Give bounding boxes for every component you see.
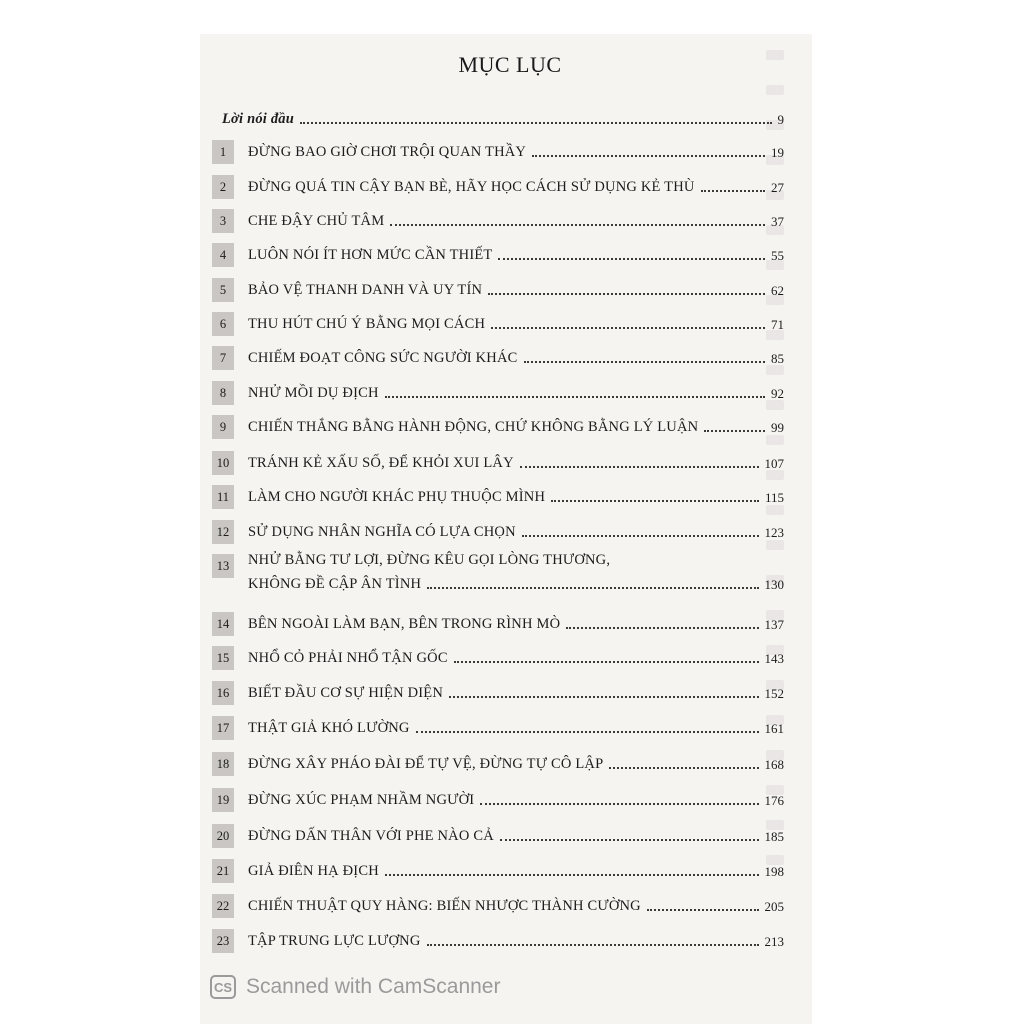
entry-title: BÊN NGOÀI LÀM BẠN, BÊN TRONG RÌNH MÒ: [248, 616, 561, 632]
entry-page-number: 55: [771, 248, 784, 263]
dot-leader: [566, 627, 758, 629]
chapter-number: 21: [212, 859, 234, 883]
entry-page-number: 185: [764, 829, 784, 844]
toc-entry[interactable]: [212, 716, 784, 740]
entry-title: NHỬ BẰNG TƯ LỢI, ĐỪNG KÊU GỌI LÒNG THƯƠNG,: [248, 552, 611, 568]
chapter-number: 15: [212, 646, 234, 670]
entry-title: ĐỪNG XÚC PHẠM NHẦM NGƯỜI: [248, 792, 475, 808]
dot-leader: [701, 190, 765, 192]
chapter-number: 4: [212, 243, 234, 267]
dot-leader: [300, 122, 771, 124]
toc-entry[interactable]: [212, 859, 784, 883]
entry-title: SỬ DỤNG NHÂN NGHĨA CÓ LỰA CHỌN: [248, 524, 516, 540]
chapter-number: 2: [212, 175, 234, 199]
dot-leader: [500, 839, 759, 841]
chapter-number: 11: [212, 485, 234, 509]
entry-page-number: 205: [764, 899, 784, 914]
dot-leader: [427, 587, 758, 589]
chapter-number: 17: [212, 716, 234, 740]
toc-entry[interactable]: [212, 646, 784, 670]
toc-entry[interactable]: [212, 824, 784, 848]
entry-page-number: 9: [777, 112, 784, 127]
page-title: MỤC LỤC: [458, 52, 562, 77]
entry-page-number: 19: [771, 145, 784, 160]
toc-entry[interactable]: [212, 752, 784, 776]
dot-leader: [449, 696, 758, 698]
entry-page-number: 99: [771, 420, 784, 435]
dot-leader: [524, 361, 765, 363]
watermark-text: Scanned with CamScanner: [246, 975, 501, 998]
entry-title: Lời nói đầu: [222, 111, 295, 127]
entry-page-number: 115: [764, 490, 784, 505]
chapter-number: 12: [212, 520, 234, 544]
entry-page-number: 37: [771, 214, 784, 229]
dot-leader: [520, 466, 759, 468]
entry-title: NHỬ MỒI DỤ ĐỊCH: [248, 385, 379, 401]
chapter-number: 6: [212, 312, 234, 336]
entry-title: ĐỪNG BAO GIỜ CHƠI TRỘI QUAN THẦY: [248, 144, 527, 160]
dot-leader: [454, 661, 759, 663]
entry-page-number: 62: [771, 283, 784, 298]
chapter-number: 22: [212, 894, 234, 918]
dot-leader: [609, 767, 758, 769]
chapter-number: 5: [212, 278, 234, 302]
chapter-number: 3: [212, 209, 234, 233]
toc-entry[interactable]: [212, 554, 784, 596]
chapter-number: 7: [212, 346, 234, 370]
entry-page-number: 213: [764, 934, 784, 949]
camscanner-logo-icon: CS: [210, 975, 236, 999]
entry-title: CHIẾN THUẬT QUY HÀNG: BIẾN NHƯỢC THÀNH CƯỜNG: [248, 898, 641, 914]
entry-title: TRÁNH KẺ XẤU SỐ, ĐỂ KHỎI XUI LÂY: [248, 455, 514, 471]
dot-leader: [647, 909, 759, 911]
toc-entry[interactable]: [212, 415, 784, 439]
chapter-number: 13: [212, 554, 234, 578]
entry-title: CHIẾM ĐOẠT CÔNG SỨC NGƯỜI KHÁC: [248, 350, 518, 366]
entry-title: BẢO VỆ THANH DANH VÀ UY TÍN: [248, 282, 483, 298]
dot-leader: [385, 396, 765, 398]
toc-entry-intro[interactable]: [222, 106, 784, 128]
dot-leader: [427, 944, 759, 946]
toc-entry[interactable]: [212, 278, 784, 302]
dot-leader: [416, 731, 759, 733]
toc-entry[interactable]: [212, 346, 784, 370]
entry-title: THU HÚT CHÚ Ý BẰNG MỌI CÁCH: [248, 316, 486, 332]
chapter-number: 10: [212, 451, 234, 475]
toc-entry[interactable]: [212, 243, 784, 267]
toc-entry[interactable]: [212, 894, 784, 918]
entry-page-number: 27: [771, 180, 784, 195]
dot-leader: [532, 155, 765, 157]
chapter-number: 14: [212, 612, 234, 636]
entry-page-number: 123: [764, 525, 784, 540]
toc-entry[interactable]: [212, 788, 784, 812]
entry-page-number: 85: [771, 351, 784, 366]
entry-title: CHE ĐẬY CHỦ TÂM: [248, 213, 385, 229]
chapter-number: 8: [212, 381, 234, 405]
chapter-number: 19: [212, 788, 234, 812]
entry-page-number: 107: [764, 456, 784, 471]
entry-page-number: 152: [764, 686, 784, 701]
entry-page-number: 198: [764, 864, 784, 879]
entry-title: THẬT GIẢ KHÓ LƯỜNG: [248, 720, 410, 736]
toc-entry[interactable]: [212, 175, 784, 199]
chapter-number: 9: [212, 415, 234, 439]
toc-entry[interactable]: [212, 612, 784, 636]
entry-page-number: 143: [764, 651, 784, 666]
entry-page-number: 137: [764, 617, 784, 632]
entry-title: LUÔN NÓI ÍT HƠN MỨC CẦN THIẾT: [248, 247, 493, 263]
dot-leader: [498, 258, 765, 260]
entry-page-number: 92: [771, 386, 784, 401]
chapter-number: 20: [212, 824, 234, 848]
entry-title: ĐỪNG QUÁ TIN CẬY BẠN BÈ, HÃY HỌC CÁCH SỬ DỤNG KẺ THÙ: [248, 179, 695, 195]
entry-title-continued: KHÔNG ĐỀ CẬP ÂN TÌNH: [248, 576, 422, 592]
dot-leader: [551, 500, 759, 502]
dot-leader: [385, 874, 759, 876]
toc-entry[interactable]: [212, 520, 784, 544]
dot-leader: [704, 430, 765, 432]
chapter-number: 16: [212, 681, 234, 705]
dot-leader: [522, 535, 759, 537]
toc-entry[interactable]: [212, 312, 784, 336]
toc-entry[interactable]: [212, 451, 784, 475]
entry-title: ĐỪNG DẤN THÂN VỚI PHE NÀO CẢ: [248, 828, 494, 844]
entry-title: ĐỪNG XÂY PHÁO ĐÀI ĐỂ TỰ VỆ, ĐỪNG TỰ CÔ LẬP: [248, 756, 604, 772]
entry-page-number: 176: [764, 793, 784, 808]
chapter-number: 18: [212, 752, 234, 776]
toc-entry[interactable]: [212, 381, 784, 405]
entry-title: CHIẾN THẮNG BẰNG HÀNH ĐỘNG, CHỨ KHÔNG BẰNG LÝ LUẬN: [248, 419, 699, 435]
toc-entry[interactable]: [212, 485, 784, 509]
dot-leader: [480, 803, 758, 805]
camscanner-watermark: [210, 972, 500, 1002]
entry-title: LÀM CHO NGƯỜI KHÁC PHỤ THUỘC MÌNH: [248, 489, 546, 505]
toc-entry[interactable]: [212, 140, 784, 164]
dot-leader: [488, 293, 765, 295]
dot-leader: [491, 327, 765, 329]
entry-page-number: 71: [771, 317, 784, 332]
chapter-number: 1: [212, 140, 234, 164]
entry-page-number: 130: [764, 577, 784, 592]
entry-title: TẬP TRUNG LỰC LƯỢNG: [248, 933, 421, 949]
toc-entry[interactable]: [212, 929, 784, 953]
toc-entry[interactable]: [212, 209, 784, 233]
entry-page-number: 161: [764, 721, 784, 736]
dot-leader: [390, 224, 765, 226]
toc-entry[interactable]: [212, 681, 784, 705]
entry-title: GIẢ ĐIÊN HẠ ĐỊCH: [248, 863, 379, 879]
chapter-number: 23: [212, 929, 234, 953]
entry-title: BIẾT ĐẦU CƠ SỰ HIỆN DIỆN: [248, 685, 444, 701]
entry-page-number: 168: [764, 757, 784, 772]
entry-title: NHỔ CỎ PHẢI NHỔ TẬN GỐC: [248, 650, 448, 666]
